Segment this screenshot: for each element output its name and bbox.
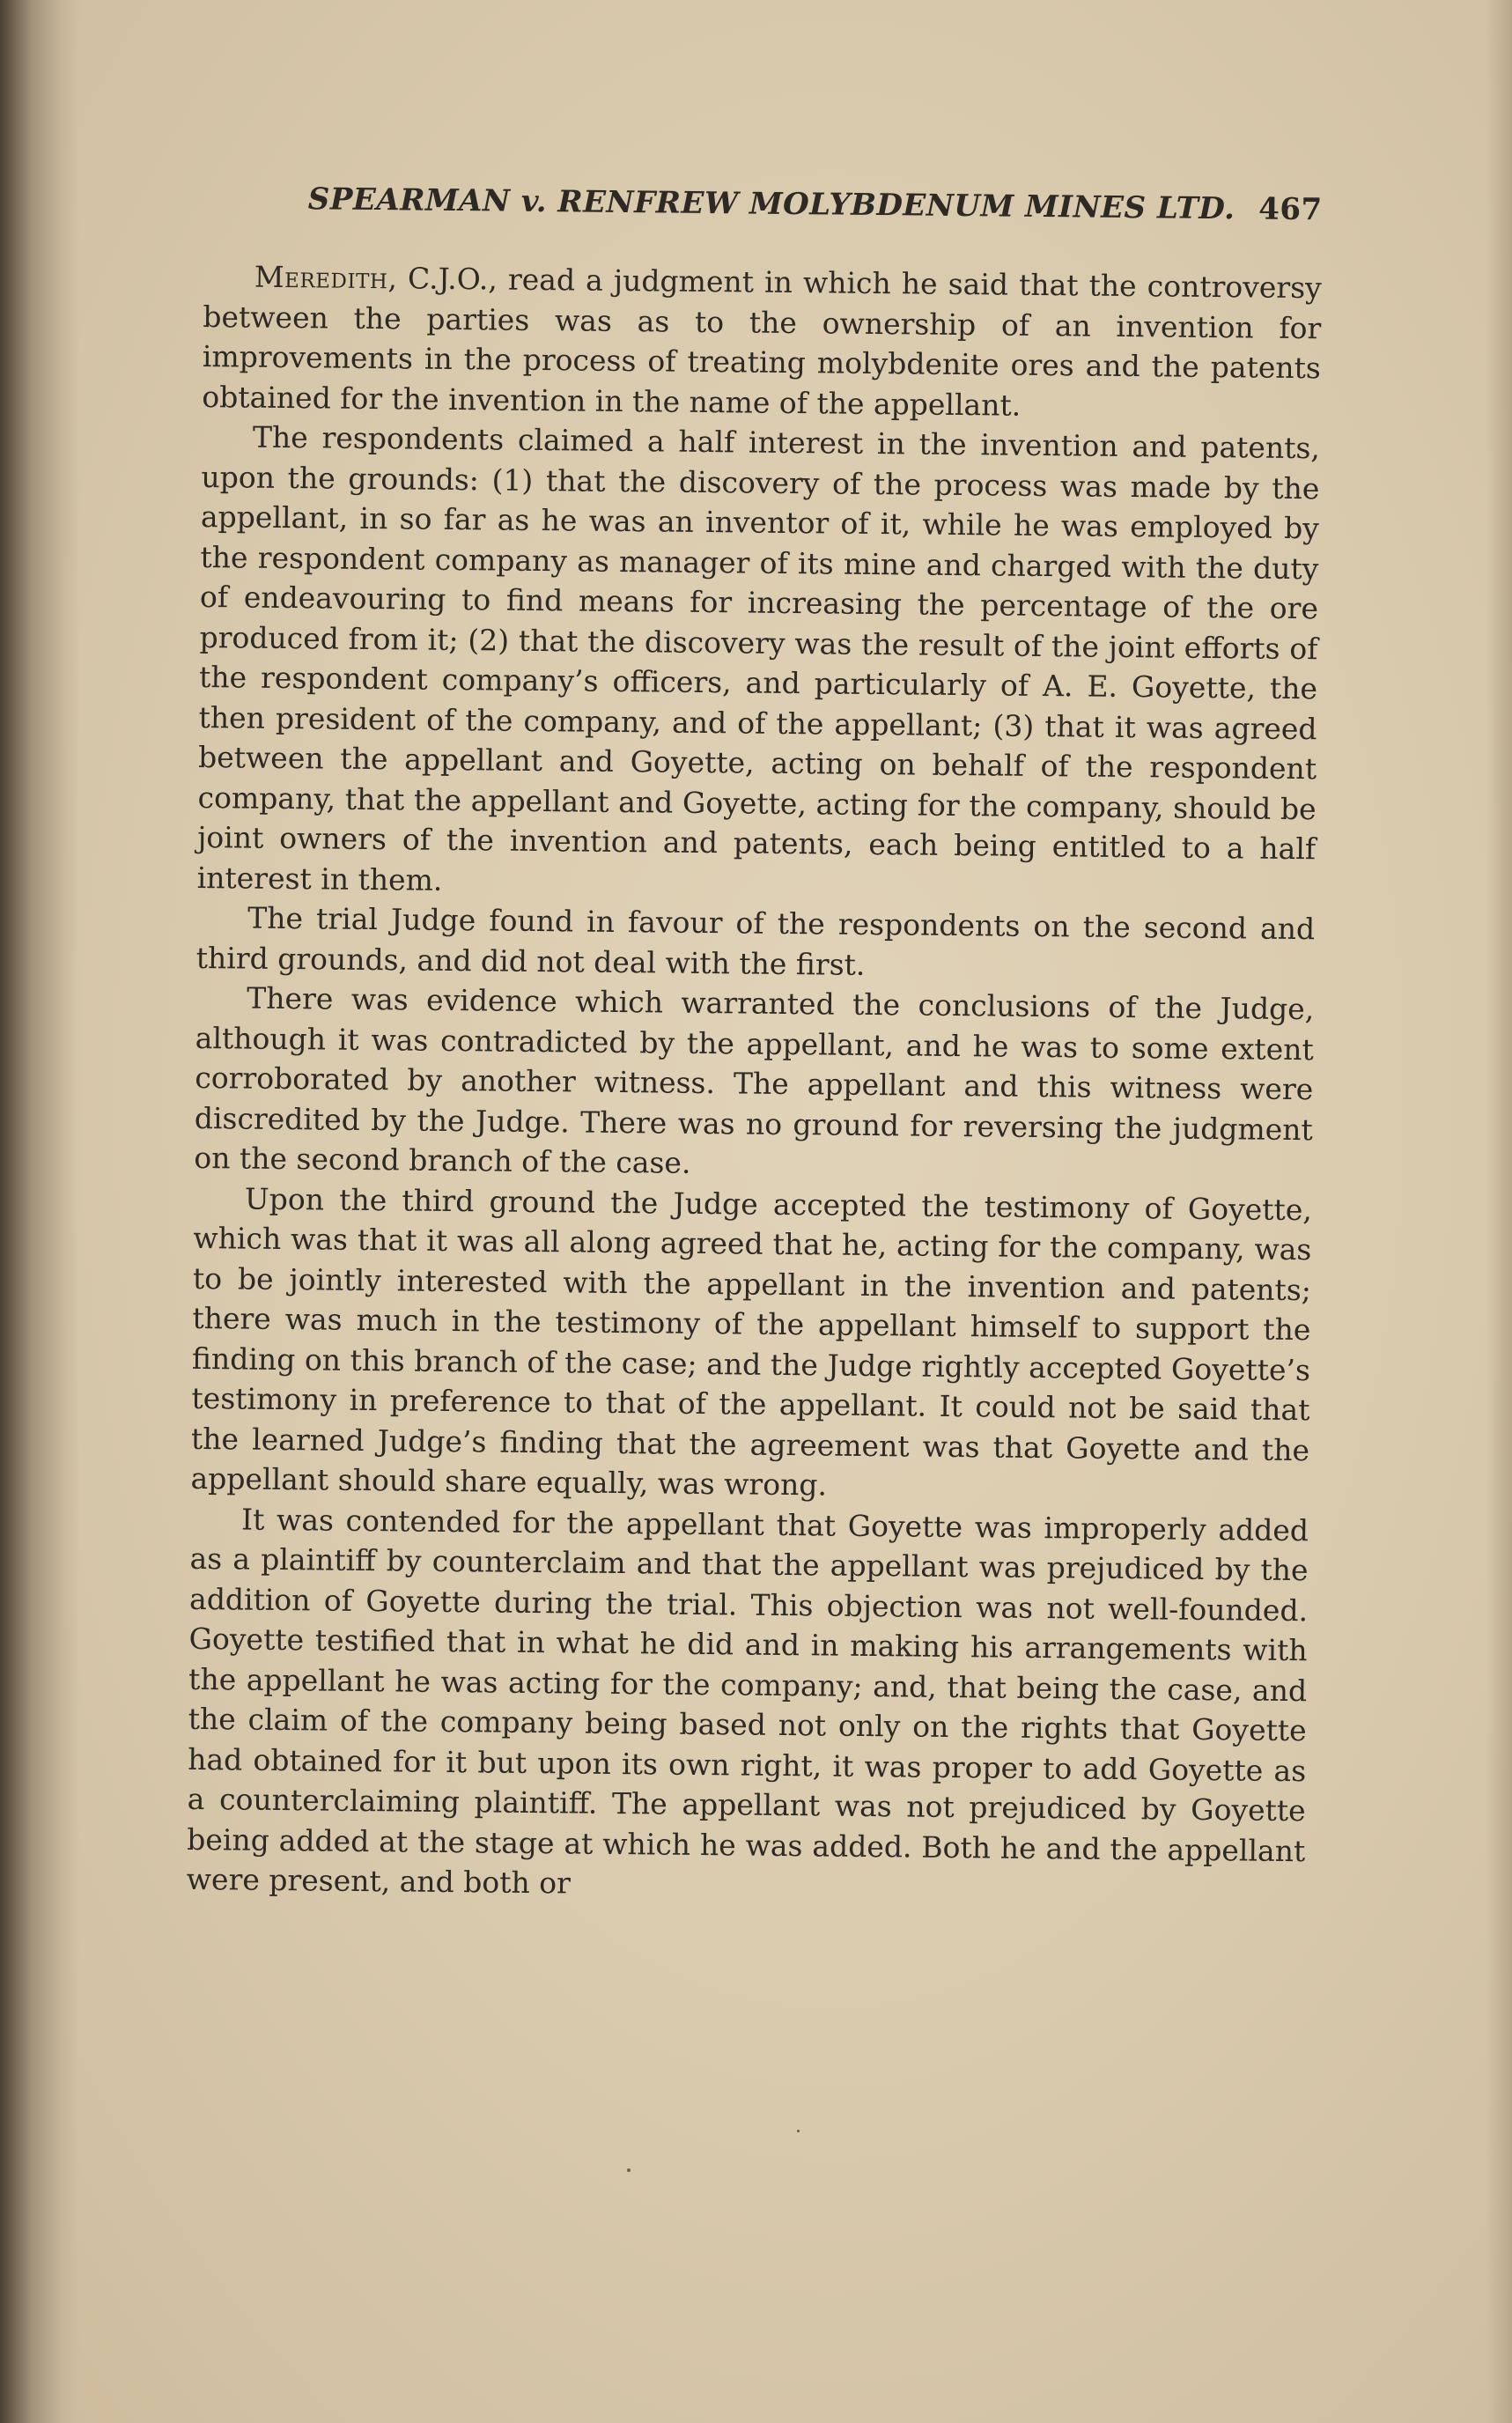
paragraph-1-text: , C.J.O., read a judgment in which he said that the controversy between the parties was as to the ownership of an invention for improvements in the process of treating molybdenite ores and the patents obtained for the invention in the name of the appellant. [202,261,1322,423]
paragraph-2: The respondents claimed a half interest in the invention and patents, upon the grounds: (1) that the discovery of the process was made by the appellant, in so far as he was an inventor of it, while he was employed by the respondent company as manager of its mine and charged with the duty of endeavouring to find means for increasing the percentage of the ore produced from it; (2) that the discovery was the result of the joint efforts of the respondent company’s officers, and particularly of A. E. Goyette, the then president of the company, and of the appellant; (3) that it was agreed between the appellant and Goyette, acting on behalf of the respondent company, that the appellant and Goyette, acting for the company, should be joint owners of the invention and patents, each being entitled to a half interest in them. [196,419,1321,898]
paragraph-4: There was evidence which warranted the conclusions of the Judge, although it was contradicted by the appellant, and he was to some extent corroborated by another witness. The appellant and this witness were discredited by the Judge. There was no ground for reversing the judgment on the second branch of the case. [194,980,1315,1180]
running-header [308,181,1323,227]
paragraph-1 [202,256,1322,428]
judge-name: Meredith [254,259,388,296]
page-edge-shadow [1486,0,1512,2423]
paragraph-5: Upon the third ground the Judge accepted the testimony of Goyette, which was that it was all along agreed that he, acting for the company, was to be jointly interested with the appellant in the invention and patents; there was much in the testimony of the appellant himself to support the finding on this branch of the case; and the Judge rightly accepted Goyette’s testimony in preference to that of the appellant. It could not be said that the learned Judge’s finding that the agreement was that Goyette and the appellant should share equally, was wrong. [190,1181,1313,1503]
binding-shadow [0,0,79,2423]
paper-speck [627,2168,631,2172]
page-number: 467 [1258,191,1323,228]
paragraph-6: It was contended for the appellant that Goyette was improperly added as a plaintiff by counterclaim and that the appellant was prejudiced by the addition of Goyette during the trial. This objection was not well-founded. Goyette testified that in what he did and in making his arrangements with the appellant he was acting for the company; and, that being the case, and the claim of the company being based not only on the rights that Goyette had obtained for it but upon its own right, it was proper to add Goyette as a counterclaiming plaintiff. The appellant was not prejudiced by Goyette being added at the stage at which he was added. Both he and the appellant were present, and both or [186,1502,1309,1901]
paragraph-3: The trial Judge found in favour of the respondents on the second and third grounds, and did not deal with the first. [195,900,1316,982]
paper-speck [797,2130,800,2132]
page-content [187,181,1323,1911]
running-title: SPEARMAN v. RENFREW MOLYBDENUM MINES LTD. [307,181,1235,227]
